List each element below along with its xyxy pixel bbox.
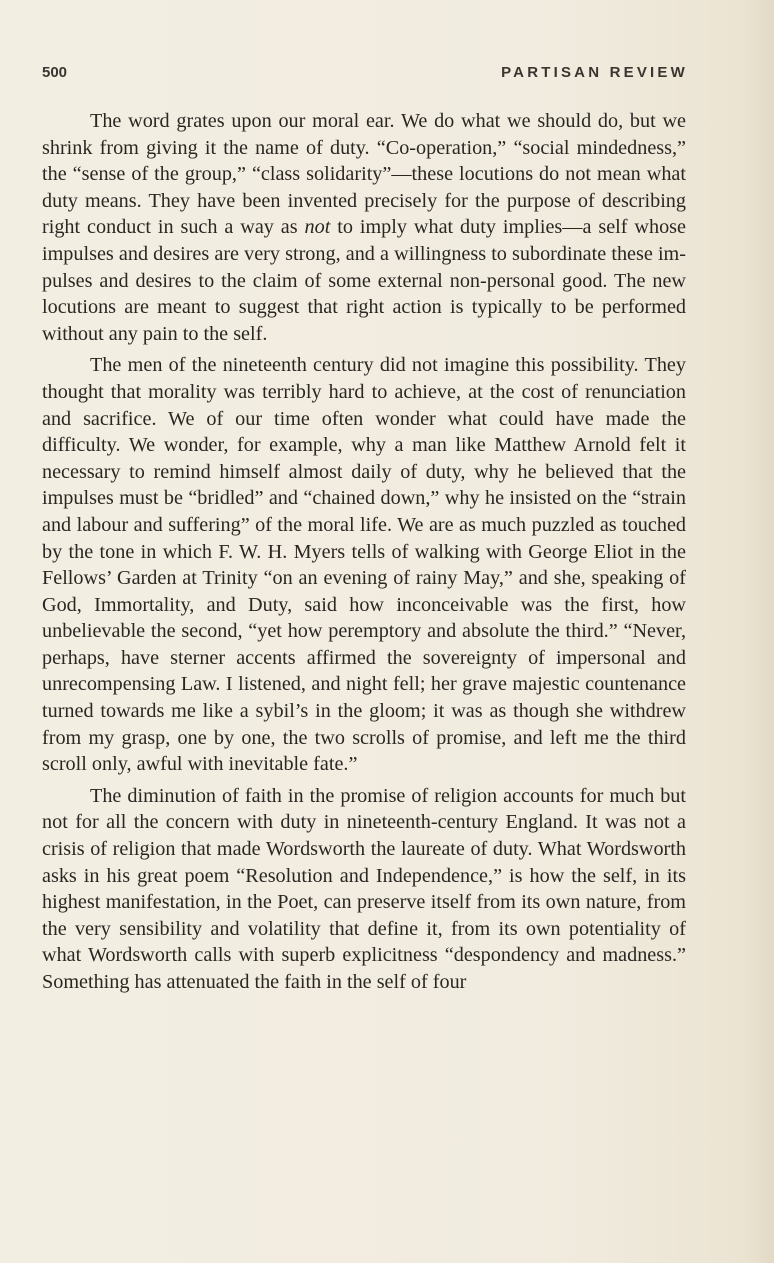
paragraph-1-text-a: The word grates upon our moral ear. We do what we should do, but we shrink from giving it the name of duty. “Co-operation,” “social mindedness,” the “sense of the group,” “class solidarity”—these locutions do not mean what duty means. They have been invented precisely for the purpose of describing right conduct in such a way as	[42, 110, 686, 239]
page-header	[42, 64, 688, 86]
paragraph-1	[42, 108, 686, 347]
paragraph-2: The men of the nineteenth century did not imagine this possibility. They thought that morality was terribly hard to achieve, at the cost of renunciation and sacrifice. We of our time often wonder what could have made the difficulty. We wonder, for example, why a man like Matthew Arnold felt it necessary to remind himself almost daily of duty, why he believed that the impulses must be “bridled” and “chained down,” why he insisted on the “strain and labour and suffering” of the moral life. We are as much puzzled as touched by the tone in which F. W. H. Myers tells of walking with George Eliot in the Fellows’ Garden at Trinity “on an evening of rainy May,” and she, speaking of God, Immortality, and Duty, said how inconceivable was the first, how unbelievable the second, “yet how peremptory and absolute the third.” “Never, perhaps, have sterner accents affirmed the sovereignty of impersonal and unrecompensing Law. I listened, and night fell; her grave majestic countenance turned towards me like a sybil’s in the gloom; it was as though she withdrew from my grasp, one by one, the two scrolls of promise, and left me the third scroll only, awful with inevitable fate.”	[42, 354, 686, 776]
body-text	[42, 108, 686, 996]
italic-word: not	[304, 216, 331, 239]
paragraph-3: The diminution of faith in the promise of religion accounts for much but not for all the concern with duty in nineteenth-century England. It was not a crisis of religion that made Wordsworth the laureate of duty. What Wordsworth asks in his great poem “Resolution and Independence,” is how the self, in its highest manifestation, in the Poet, can preserve itself from its own nature, from the very sensibility and volatility that define it, from its own potentiality of what Wordsworth calls with superb explicitness “despondency and madness.” Something has attenuated the faith in the self of four	[42, 784, 686, 993]
paragraph-1-text-b: to imply what duty implies—a self whose impulses and desires are very strong, and a willingness to subordinate these impulses and desires to the claim of some external non-personal good. The new locutions are meant to suggest that right action is typically to be performed without any pain to the self.	[42, 216, 686, 345]
page-number: 500	[42, 64, 68, 81]
running-head: PARTISAN REVIEW	[501, 64, 688, 81]
